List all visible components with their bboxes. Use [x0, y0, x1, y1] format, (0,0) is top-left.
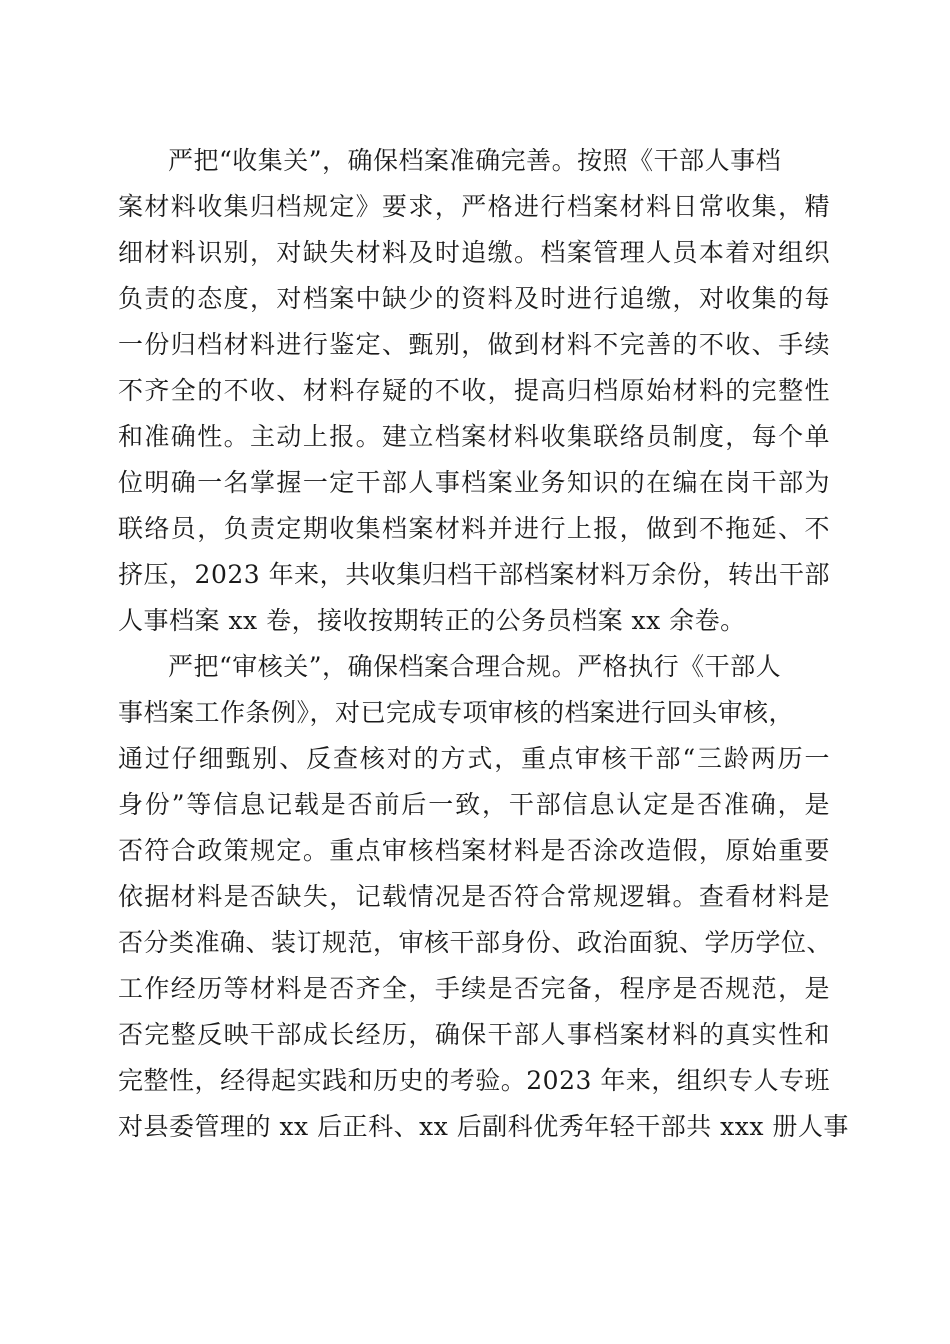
paragraph-1-line-3: 细材料识别，对缺失材料及时追缴。档案管理人员本着对组织 [118, 238, 830, 267]
paragraph-1-line-5: 一份归档材料进行鉴定、甄别，做到材料不完善的不收、手续 [118, 330, 830, 359]
paragraph-1-line-4: 负责的态度，对档案中缺少的资料及时进行追缴，对收集的每 [118, 284, 830, 313]
paragraph-1-line-10: 挤压，2023 年来，共收集归档干部档案材料万余份，转出干部 [118, 560, 830, 589]
paragraph-2-line-6: 依据材料是否缺失，记载情况是否符合常规逻辑。查看材料是 [118, 882, 830, 911]
paragraph-2-line-7: 否分类准确、装订规范，审核干部身份、政治面貌、学历学位、 [118, 928, 833, 957]
paragraph-2-line-8: 工作经历等材料是否齐全，手续是否完备，程序是否规范，是 [118, 974, 830, 1003]
paragraph-2-line-11: 对县委管理的 xx 后正科、xx 后副科优秀年轻干部共 xxx 册人事 [118, 1112, 849, 1141]
paragraph-2-line-2: 事档案工作条例》，对已完成专项审核的档案进行回头审核， [118, 698, 795, 727]
paragraph-2-line-3: 通过仔细甄别、反查核对的方式，重点审核干部“三龄两历一 [118, 744, 830, 773]
paragraph-1-line-6: 不齐全的不收、材料存疑的不收，提高归档原始材料的完整性 [118, 376, 830, 405]
paragraph-1-line-1: 严把“收集关”，确保档案准确完善。按照《干部人事档 [168, 146, 782, 175]
paragraph-1-line-11: 人事档案 xx 卷，接收按期转正的公务员档案 xx 余卷。 [118, 606, 746, 635]
paragraph-1-line-8: 位明确一名掌握一定干部人事档案业务知识的在编在岗干部为 [118, 468, 830, 497]
paragraph-2-line-10: 完整性，经得起实践和历史的考验。2023 年来，组织专人专班 [118, 1066, 830, 1095]
paragraph-2-line-4: 身份”等信息记载是否前后一致，干部信息认定是否准确，是 [118, 790, 830, 819]
body-text [118, 138, 849, 1150]
paragraph-1-line-2: 案材料收集归档规定》要求，严格进行档案材料日常收集，精 [118, 192, 830, 221]
paragraph-1-line-9: 联络员，负责定期收集档案材料并进行上报，做到不拖延、不 [118, 514, 830, 543]
paragraph-1-line-7: 和准确性。主动上报。建立档案材料收集联络员制度，每个单 [118, 422, 830, 451]
paragraph-2-line-1: 严把“审核关”，确保档案合理合规。严格执行《干部人 [168, 652, 782, 681]
paragraph-2-line-5: 否符合政策规定。重点审核档案材料是否涂改造假，原始重要 [118, 836, 830, 865]
paragraph-2-line-9: 否完整反映干部成长经历，确保干部人事档案材料的真实性和 [118, 1020, 830, 1049]
